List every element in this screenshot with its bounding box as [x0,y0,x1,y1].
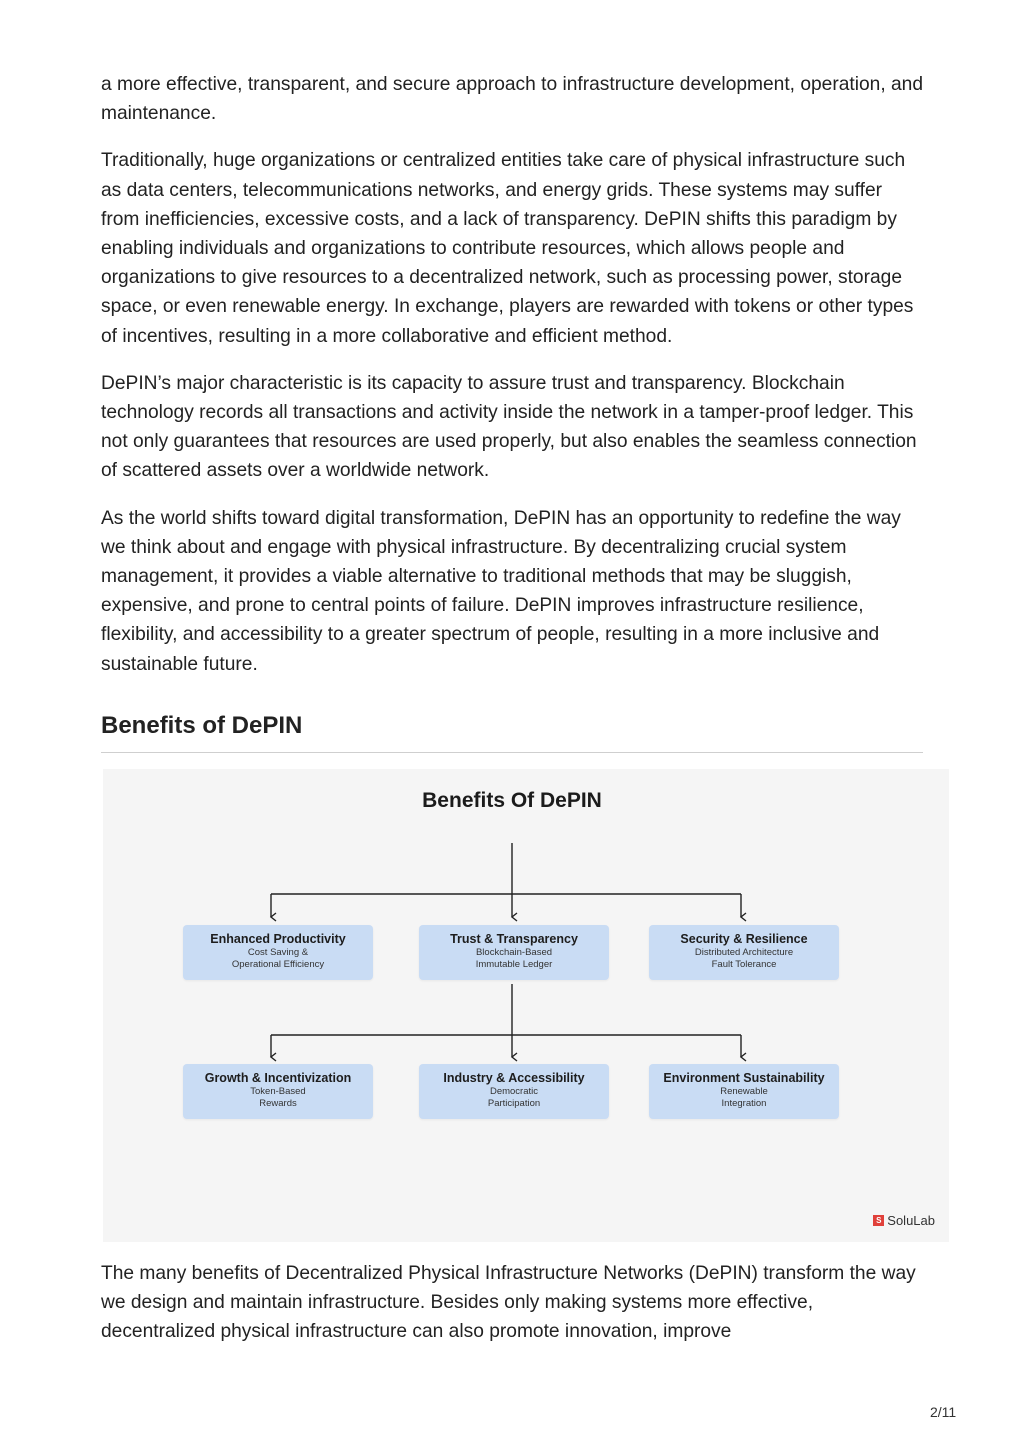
benefit-detail: Renewable [720,1085,768,1097]
benefit-title: Trust & Transparency [450,931,578,946]
solulab-logo [873,1213,935,1228]
benefit-detail: Token-Based [250,1085,306,1097]
benefit-title: Enhanced Productivity [210,931,346,946]
article-body [101,70,935,1364]
paragraph: The many benefits of Decentralized Physical Infrastructure Networks (DePIN) transform the way we design and maintain infrastructure. Besides only making systems more effective, decentralized physical infrastructure can also promote innovation, improve [101,1262,916,1343]
benefit-box-environment-sustainability [649,1064,839,1119]
benefit-detail: Immutable Ledger [475,958,553,970]
benefit-detail: Participation [487,1097,541,1109]
benefit-box-industry-accessibility [419,1064,609,1119]
solulab-logo-icon: S [873,1215,884,1226]
paragraph: Traditionally, huge organizations or centralized entities take care of physical infrastructure such as data centers, telecommunications networks, and energy grids. These systems may suffer from inefficiencies, excessive costs, and a lack of transparency. DePIN shifts this paradigm by enabling individuals and organizations to contribute resources, which allows people and organizations to give resources to a decentralized network, such as processing power, storage space, or even renewable energy. In exchange, players are rewarded with tokens or other types of incentives, resulting in a more collaborative and efficient method. [101,150,914,347]
paragraph: DePIN’s major characteristic is its capacity to assure trust and transparency. Blockchain technology records all transactions and activity inside the network in a tamper-proof ledger. This not only guarantees that resources are used properly, but also enables the seamless connection of scattered assets over a worldwide network. [101,372,917,482]
benefit-detail: Democratic [489,1085,539,1097]
benefit-box-security-resilience [649,925,839,980]
diagram-connectors [103,769,949,1242]
benefit-title: Industry & Accessibility [443,1070,585,1085]
paragraph: As the world shifts toward digital transformation, DePIN has an opportunity to redefine the way we think about and engage with physical infrastructure. By decentralizing crucial system management, it provides a viable alternative to traditional methods that may be sluggish, expensive, and prone to central points of failure. DePIN improves infrastructure resilience, flexibility, and accessibility to a greater spectrum of people, resulting in a more inclusive and sustainable future. [101,507,901,675]
benefit-detail: Operational Efficiency [231,958,325,970]
paragraph: a more effective, transparent, and secure approach to infrastructure development, operation, and maintenance. [101,74,923,125]
benefit-title: Growth & Incentivization [204,1070,352,1085]
benefit-box-enhanced-productivity [183,925,373,980]
benefit-detail: Cost Saving & [247,946,309,958]
benefit-box-growth-incentivization [183,1064,373,1119]
benefit-title: Environment Sustainability [663,1070,825,1085]
benefit-detail: Distributed Architecture [694,946,794,958]
page-number: 2/11 [930,1404,957,1420]
benefit-box-trust-transparency [419,925,609,980]
benefits-diagram [103,769,949,1242]
benefit-detail: Rewards [259,1097,297,1109]
logo-text: SoluLab [887,1212,935,1228]
benefit-title: Security & Resilience [680,931,808,946]
diagram-title: Benefits Of DePIN [422,788,602,812]
benefit-detail: Fault Tolerance [711,958,777,970]
benefit-detail: Integration [721,1097,767,1109]
heading-divider [101,752,923,753]
benefit-detail: Blockchain-Based [475,946,553,958]
section-heading: Benefits of DePIN [101,711,303,739]
